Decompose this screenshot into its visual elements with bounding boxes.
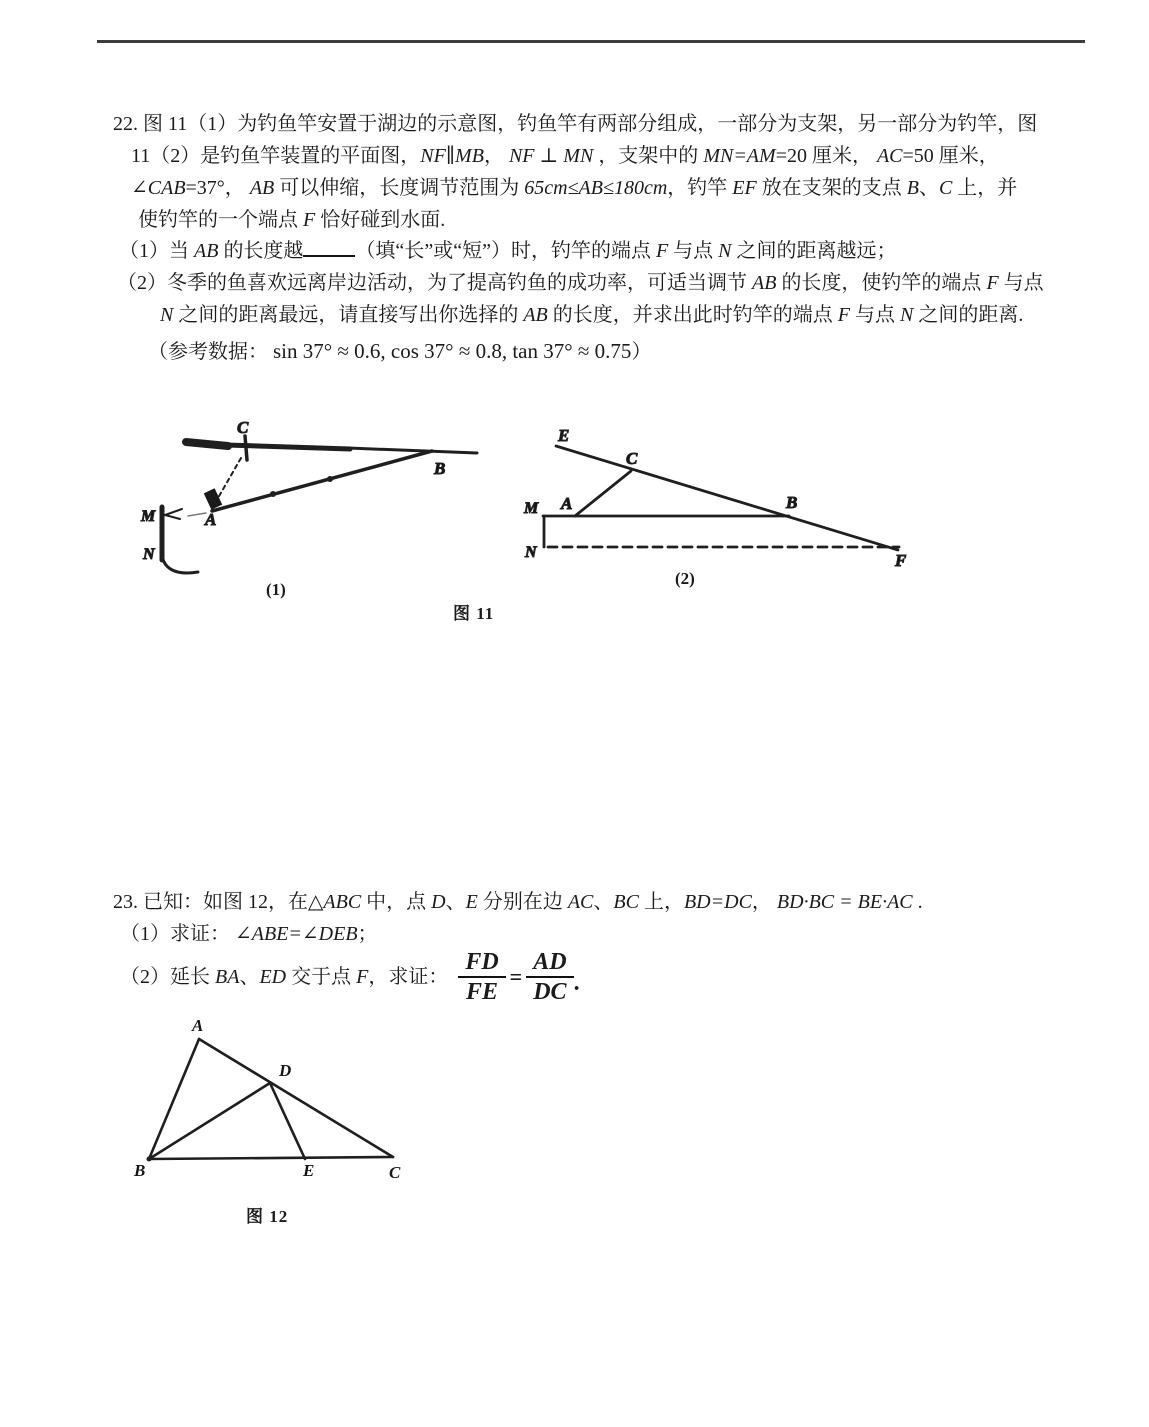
vertex-b-dot (147, 1157, 152, 1162)
support-ab-line (212, 451, 432, 511)
segment-de (270, 1083, 305, 1159)
fraction-denominator-fe: FE (465, 979, 498, 1005)
rod-tip (348, 448, 477, 453)
problem22-line4: 使钓竿的一个端点 F 恰好碰到水面. (138, 209, 446, 231)
problem22-line2: 11（2）是钓鱼竿装置的平面图，NF∥MB， NF ⊥ MN ，支架中的 MN=AM=20 厘米， AC=50 厘米， (131, 145, 999, 167)
fig12-label-D: D (279, 1061, 292, 1080)
fig11-1-label-N: N (143, 546, 155, 563)
cevian-bd (149, 1083, 270, 1159)
fraction-ad-dc (526, 948, 573, 1006)
problem23-line1: 23. 已知：如图 12，在△ABC 中，点 D、E 分别在边 AC、BC 上，BD=DC， BD·BC = BE·AC . (113, 891, 923, 913)
sentence-period: . (573, 970, 580, 996)
problem22-part2: （2）冬季的鱼喜欢远离岸边活动，为了提高钓鱼的成功率，可适当调节 AB 的长度，使钓竿的端点 F 与点 (117, 272, 1044, 294)
fig11-2-label-N: N (525, 544, 537, 561)
top-rule (97, 40, 1085, 43)
base-block (204, 488, 222, 509)
fig11-2-label-A: A (561, 494, 573, 513)
figure12-caption: 图 12 (246, 1207, 289, 1226)
problem22-part2-cont: N 之间的距离最远，请直接写出你选择的 AB 的长度，并求出此时钓竿的端点 F 与点 N 之间的距离. (160, 304, 1024, 326)
fig12-label-E: E (303, 1161, 315, 1180)
bank-mark (165, 509, 182, 519)
figure12-drawing (115, 1015, 445, 1230)
fig11-2-label-C: C (626, 449, 638, 468)
equals-sign: = (509, 964, 523, 989)
fig11-1-label-C: C (237, 418, 249, 437)
fig11-1-label-M: M (141, 508, 156, 525)
support-ac-line (575, 471, 631, 516)
support-ca-dashed (218, 458, 241, 498)
bank-dash (188, 513, 206, 516)
problem22-part1: （1）当 AB 的长度越 （填“长”或“短”）时，钓竿的端点 F 与点 N 之间的距离越远； (119, 240, 897, 262)
problem22-line1: 22. 图 11（1）为钓鱼竿安置于湖边的示意图，钓鱼竿有两部分组成，一部分为支架，另一部分为钓竿，图 (113, 113, 1038, 135)
problem23-part2-text: （2）延长 BA、ED 交于点 F，求证： (120, 966, 449, 988)
fraction-denominator-dc: DC (533, 979, 567, 1005)
problem23-part1: （1）求证： ∠ABE=∠DEB； (120, 923, 378, 945)
fig11-2-label-E: E (558, 426, 570, 445)
fig11-sub1-caption: (1) (266, 580, 286, 599)
clamp-dot-1 (327, 476, 333, 482)
rod-ef-line (556, 446, 898, 550)
problem22-line3: ∠CAB=37°， AB 可以伸缩，长度调节范围为 65cm≤AB≤180cm，钓竿 EF 放在支架的支点 B、C 上，并 (131, 177, 1018, 199)
figure11-drawing (120, 418, 920, 630)
fig11-sub2-caption: (2) (675, 569, 695, 588)
problem22-reference-data: （参考数据： sin 37° ≈ 0.6, cos 37° ≈ 0.8, tan 37° ≈ 0.75） (148, 339, 652, 363)
rod-handle (186, 442, 228, 446)
fraction-numerator-ad: AD (533, 949, 567, 975)
fig11-1-label-B: B (434, 459, 446, 478)
clamp-dot-2 (270, 491, 276, 497)
support-c-tick (245, 436, 247, 460)
problem23-part2 (120, 948, 580, 1006)
fraction-fd-fe (458, 948, 505, 1006)
side-ba (149, 1039, 199, 1159)
bank-hook-curve (162, 554, 198, 573)
fig11-2-label-M: M (524, 500, 539, 517)
figure11-caption: 图 11 (453, 604, 495, 623)
fig12-label-A: A (192, 1016, 204, 1035)
fig11-1-label-A: A (205, 510, 217, 529)
fraction-numerator-fd: FD (465, 949, 499, 975)
fig12-label-B: B (134, 1161, 146, 1180)
fig11-2-label-B: B (786, 493, 798, 512)
fig11-sub1 (140, 418, 477, 573)
fig12-label-C: C (389, 1163, 401, 1182)
side-bc (149, 1157, 393, 1159)
fig11-sub2 (523, 426, 907, 570)
fig11-2-label-F: F (895, 551, 907, 570)
